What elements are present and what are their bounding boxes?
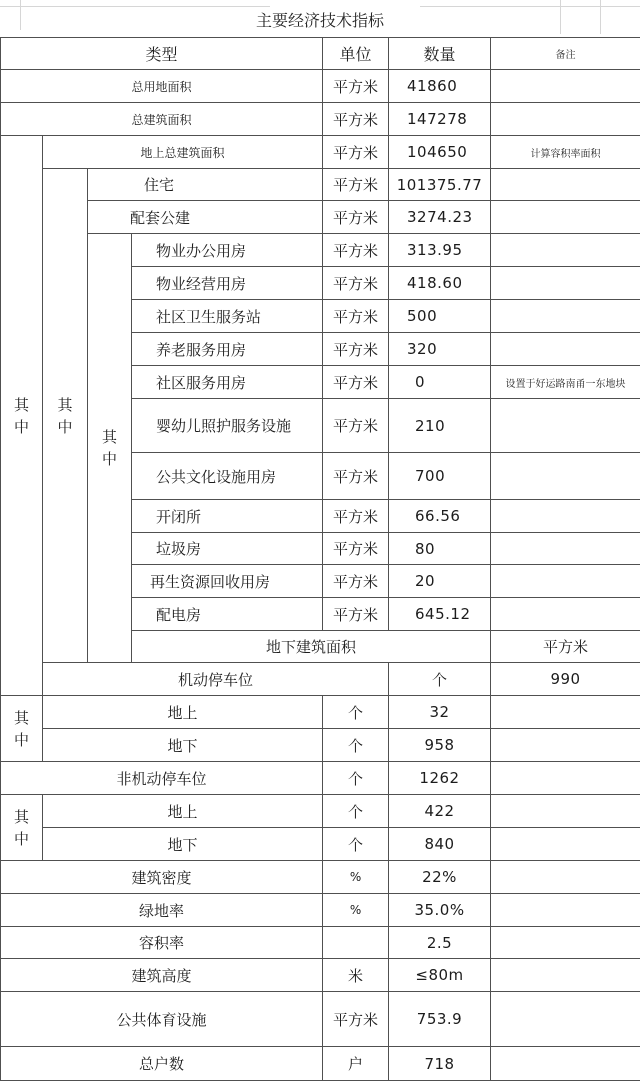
row-label: 物业经营用房 <box>132 267 323 300</box>
row-unit: 平方米 <box>323 399 389 453</box>
row-note <box>491 70 640 103</box>
row-unit: 米 <box>323 959 389 992</box>
row-value: 840 <box>389 828 491 861</box>
row-note <box>491 533 640 565</box>
row-value: 2.5 <box>389 927 491 959</box>
table-row <box>1 234 640 267</box>
row-unit: 平方米 <box>323 103 389 136</box>
row-unit: 平方米 <box>323 201 389 234</box>
row-note <box>491 729 640 762</box>
row-unit: 平方米 <box>323 992 389 1047</box>
background-drawing-line <box>0 6 270 7</box>
header-unit: 单位 <box>323 38 389 70</box>
row-unit: 平方米 <box>323 70 389 103</box>
table-row <box>1 762 640 795</box>
table-row <box>1 103 640 136</box>
row-value: 80 <box>389 533 491 565</box>
row-note <box>491 399 640 453</box>
row-unit: 户 <box>323 1047 389 1081</box>
row-label: 地下 <box>43 828 323 861</box>
group-label-qizhong: 其中 <box>88 234 132 663</box>
row-value: 104650 <box>389 136 491 169</box>
row-value: 320 <box>389 333 491 366</box>
row-label: 绿地率 <box>1 894 323 927</box>
row-note <box>491 795 640 828</box>
row-label: 社区卫生服务站 <box>132 300 323 333</box>
row-unit: 平方米 <box>323 598 389 631</box>
row-unit: 个 <box>323 762 389 795</box>
row-value: 41860 <box>389 70 491 103</box>
row-unit: % <box>323 861 389 894</box>
row-note <box>491 1047 640 1081</box>
row-label: 配电房 <box>132 598 323 631</box>
group-label-qizhong: 其中 <box>1 136 43 696</box>
row-note <box>491 992 640 1047</box>
row-note <box>491 103 640 136</box>
row-note <box>491 267 640 300</box>
row-label: 开闭所 <box>132 500 323 533</box>
row-note <box>491 927 640 959</box>
row-value: 0 <box>389 366 491 399</box>
background-drawing-line <box>420 6 640 7</box>
row-unit: 平方米 <box>323 533 389 565</box>
row-note <box>491 453 640 500</box>
row-unit: 个 <box>323 795 389 828</box>
row-value: 210 <box>389 399 491 453</box>
row-unit: 个 <box>389 663 491 696</box>
row-label: 建筑高度 <box>1 959 323 992</box>
row-label: 总户数 <box>1 1047 323 1081</box>
row-value: 418.60 <box>389 267 491 300</box>
row-unit: 个 <box>323 828 389 861</box>
row-value: 1262 <box>389 762 491 795</box>
row-note <box>491 861 640 894</box>
row-unit: 平方米 <box>323 366 389 399</box>
row-label: 物业办公用房 <box>132 234 323 267</box>
row-label: 非机动停车位 <box>1 762 323 795</box>
row-label: 建筑密度 <box>1 861 323 894</box>
row-value: 958 <box>389 729 491 762</box>
row-unit: 平方米 <box>323 333 389 366</box>
row-note <box>491 696 640 729</box>
row-label: 公共体育设施 <box>1 992 323 1047</box>
header-quantity: 数量 <box>389 38 491 70</box>
row-label: 住宅 <box>88 169 323 201</box>
row-value: 313.95 <box>389 234 491 267</box>
table-row <box>1 894 640 927</box>
row-unit <box>323 927 389 959</box>
row-unit: 平方米 <box>323 565 389 598</box>
row-note: 设置于好运路南甬一东地块 <box>491 366 640 399</box>
table-row <box>1 70 640 103</box>
table-row <box>1 927 640 959</box>
row-value: 422 <box>389 795 491 828</box>
row-unit: 平方米 <box>323 500 389 533</box>
row-value: 22% <box>389 861 491 894</box>
row-value: 3274.23 <box>389 201 491 234</box>
row-label: 地上总建筑面积 <box>43 136 323 169</box>
row-value: 753.9 <box>389 992 491 1047</box>
page-title: 主要经济技术指标 <box>255 11 384 30</box>
table-row <box>1 136 640 169</box>
row-label: 再生资源回收用房 <box>132 565 323 598</box>
row-unit: % <box>323 894 389 927</box>
header-note: 备注 <box>491 38 640 70</box>
row-unit: 个 <box>323 729 389 762</box>
row-value: 35.0% <box>389 894 491 927</box>
row-label: 垃圾房 <box>132 533 323 565</box>
row-value: 147278 <box>389 103 491 136</box>
table-row <box>1 201 640 234</box>
row-note <box>491 959 640 992</box>
row-label: 机动停车位 <box>43 663 389 696</box>
row-note <box>491 598 640 631</box>
row-label: 地下建筑面积 <box>132 631 491 663</box>
row-unit: 平方米 <box>323 267 389 300</box>
row-note <box>491 894 640 927</box>
table-row <box>1 38 640 70</box>
row-value: ≤80m <box>389 959 491 992</box>
table-row <box>1 729 640 762</box>
table-row <box>1 861 640 894</box>
header-type: 类型 <box>1 38 323 70</box>
table-row <box>1 828 640 861</box>
row-value: 645.12 <box>389 598 491 631</box>
table-row <box>1 992 640 1047</box>
table-row <box>1 795 640 828</box>
row-note <box>491 300 640 333</box>
row-note <box>491 828 640 861</box>
indicator-table <box>0 37 640 1081</box>
table-row <box>1 1047 640 1081</box>
row-note <box>491 565 640 598</box>
row-unit: 平方米 <box>491 631 640 663</box>
row-unit: 平方米 <box>323 169 389 201</box>
row-label: 地上 <box>43 696 323 729</box>
row-value: 66.56 <box>389 500 491 533</box>
row-label: 养老服务用房 <box>132 333 323 366</box>
row-unit: 平方米 <box>323 453 389 500</box>
row-note <box>491 762 640 795</box>
row-label: 地下 <box>43 729 323 762</box>
row-label: 总建筑面积 <box>1 103 323 136</box>
row-unit: 平方米 <box>323 136 389 169</box>
group-label-qizhong: 其中 <box>1 795 43 861</box>
row-value: 20 <box>389 565 491 598</box>
row-label: 社区服务用房 <box>132 366 323 399</box>
group-label-qizhong: 其中 <box>43 169 88 663</box>
table-row <box>1 959 640 992</box>
row-note <box>491 201 640 234</box>
row-unit: 平方米 <box>323 234 389 267</box>
row-label: 配套公建 <box>88 201 323 234</box>
row-value: 101375.77 <box>389 169 491 201</box>
row-label: 总用地面积 <box>1 70 323 103</box>
row-unit: 个 <box>323 696 389 729</box>
row-label: 婴幼儿照护服务设施 <box>132 399 323 453</box>
row-note <box>491 500 640 533</box>
row-unit: 平方米 <box>323 300 389 333</box>
table-row <box>1 696 640 729</box>
row-value: 700 <box>389 453 491 500</box>
row-value: 32 <box>389 696 491 729</box>
table-row <box>1 169 640 201</box>
row-note <box>491 333 640 366</box>
row-label: 地上 <box>43 795 323 828</box>
row-note <box>491 234 640 267</box>
row-value: 500 <box>389 300 491 333</box>
row-label: 容积率 <box>1 927 323 959</box>
row-label: 公共文化设施用房 <box>132 453 323 500</box>
row-value: 990 <box>491 663 640 696</box>
row-note: 计算容积率面积 <box>491 136 640 169</box>
row-note <box>491 169 640 201</box>
row-value: 718 <box>389 1047 491 1081</box>
table-row <box>1 663 640 696</box>
group-label-qizhong: 其中 <box>1 696 43 762</box>
